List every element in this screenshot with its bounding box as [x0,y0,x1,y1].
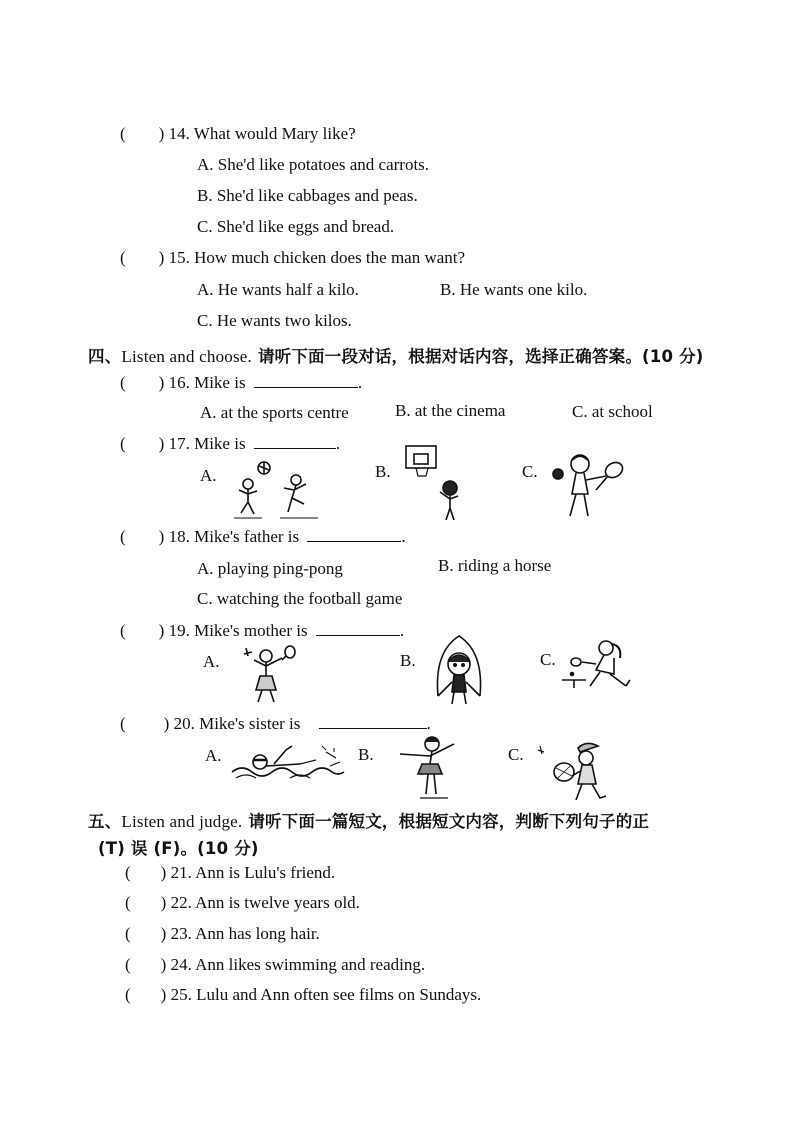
option-b: B. [400,651,416,670]
answer-paren-close: ) [163,714,170,733]
judge-item [125,924,320,944]
option-c: C. watching the football game [197,589,403,608]
option-b: B. [375,462,391,481]
judge-item [125,863,335,883]
question-19 [120,621,404,641]
answer-paren-close: ) [158,124,165,143]
badminton-player-icon [240,642,302,706]
section-title-en: Listen and judge. [121,812,243,831]
judge-text: 23. Ann has long hair. [170,924,320,943]
option-c: C. [508,745,524,764]
section-instructions: 请听下面一篇短文，根据短文内容，判断下列句子的正 [248,812,650,831]
answer-paren-open: ( [125,924,131,943]
question-text: 17. Mike is [168,434,246,453]
answer-paren-open: ( [120,373,126,392]
answer-paren-close: ) [158,248,165,267]
answer-paren-open: ( [125,985,131,1004]
option-c: C. [540,650,556,669]
rope-skipping-icon [432,632,486,710]
answer-paren-open: ( [120,434,126,453]
section-instructions: 请听下面一段对话，根据对话内容，选择正确答案。(10 分) [257,347,704,366]
question-20 [120,714,431,734]
question-17 [120,434,340,454]
question-18 [120,527,406,547]
period: . [399,621,405,640]
section-5-instructions-line2: (T) 误 (F)。(10 分) [98,839,259,858]
judge-text: 21. Ann is Lulu's friend. [170,863,336,882]
question-text: 14. What would Mary like? [168,124,356,143]
judge-item [125,955,425,975]
answer-paren-open: ( [120,248,126,267]
question-text: 19. Mike's mother is [168,621,308,640]
question-14 [120,124,356,144]
basketball-player-icon [402,444,466,522]
option-b: B. riding a horse [438,556,552,575]
option-b: B. He wants one kilo. [440,280,588,299]
period: . [335,434,341,453]
judge-text: 22. Ann is twelve years old. [170,893,360,912]
option-a: A. He wants half a kilo. [197,280,359,299]
answer-blank[interactable] [254,373,358,388]
answer-paren-close: ) [158,373,165,392]
period: . [357,373,363,392]
tennis-player-icon [548,450,632,522]
section-number: 五、 [88,812,122,831]
option-b: B. [358,745,374,764]
option-c: C. She'd like eggs and bread. [197,217,395,236]
judge-text: 24. Ann likes swimming and reading. [170,955,426,974]
answer-paren-close: ) [158,621,165,640]
answer-paren-open: ( [120,124,126,143]
answer-paren-close: ) [158,434,165,453]
answer-paren-open: ( [120,621,126,640]
judge-item [125,985,481,1005]
ice-skater-icon [392,734,460,804]
badminton-girl-icon [534,738,614,806]
question-15 [120,248,465,268]
answer-paren-open: ( [120,527,126,546]
answer-paren-open: ( [125,893,131,912]
section-number: 四、 [88,347,122,366]
option-a: A. She'd like potatoes and carrots. [197,155,430,174]
section-4-heading [88,343,704,367]
answer-blank[interactable] [254,434,336,449]
answer-blank[interactable] [307,527,401,542]
option-b: B. She'd like cabbages and peas. [197,186,418,205]
answer-paren-close: ) [160,924,167,943]
answer-paren-close: ) [160,955,167,974]
question-text: 20. Mike's sister is [173,714,301,733]
judge-text: 25. Lulu and Ann often see films on Sundays. [170,985,482,1004]
answer-paren-close: ) [160,863,167,882]
option-a: A. [205,746,222,765]
answer-paren-close: ) [160,985,167,1004]
section-5-heading [88,808,649,832]
option-b: B. at the cinema [395,401,506,420]
question-16 [120,373,362,393]
question-text: 16. Mike is [168,373,246,392]
option-a: A. [203,652,220,671]
option-a: A. at the sports centre [200,403,349,422]
option-c: C. at school [572,402,653,421]
answer-blank[interactable] [319,714,427,729]
period: . [426,714,431,733]
period: . [401,527,406,546]
answer-paren-open: ( [125,955,131,974]
answer-paren-open: ( [120,714,126,733]
section-title-en: Listen and choose. [121,347,252,366]
answer-blank[interactable] [316,621,400,636]
question-text: 18. Mike's father is [168,527,300,546]
answer-paren-close: ) [160,893,167,912]
swimmer-icon [230,742,346,782]
option-a: A. [200,466,217,485]
question-text: 15. How much chicken does the man want? [168,248,466,267]
judge-item [125,893,360,913]
answer-paren-open: ( [125,863,131,882]
option-a: A. playing ping-pong [197,559,343,578]
football-players-icon [232,458,324,520]
ping-pong-player-icon [560,636,634,696]
option-c: C. [522,462,538,481]
answer-paren-close: ) [158,527,165,546]
option-c: C. He wants two kilos. [197,311,352,330]
